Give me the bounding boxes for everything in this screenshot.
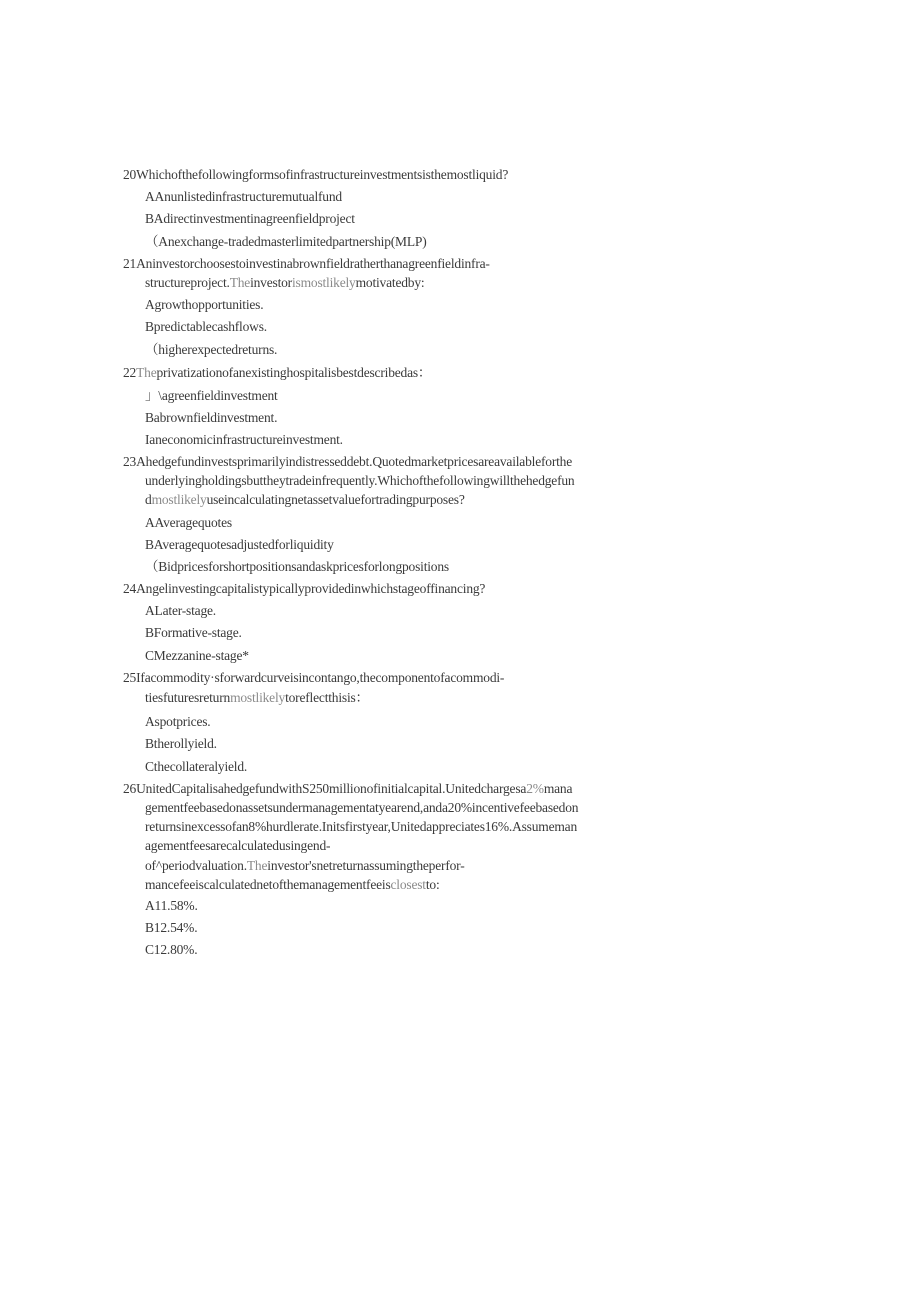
choice-a: Agrowthopportunities. [145, 297, 264, 312]
question-text-continued [145, 876, 440, 894]
question-20 [123, 166, 508, 184]
question-number: 20 [123, 167, 137, 182]
question-number: 22 [123, 365, 137, 380]
text-segment: The [246, 858, 268, 873]
choice-b: B12.54%. [145, 920, 198, 935]
text-segment: ismostlikely [291, 275, 356, 290]
choice-b: BAdirectinvestmentinagreenfieldproject [145, 211, 355, 226]
text-segment: useincalculatingnetassetvaluefortradingpurposes? [206, 492, 465, 507]
choice-a: Aspotprices. [145, 714, 211, 729]
text-segment: mostlikely [151, 492, 207, 507]
text-segment: mancefeeiscalculatednetofthemanagementfeeis [145, 877, 391, 892]
choice-c: （Anexchange-tradedmasterlimitedpartnership(MLP) [145, 234, 427, 249]
text-segment: mana [543, 781, 573, 796]
question-22 [123, 364, 431, 382]
question-text-continued: returnsinexcessofan8%hurdlerate.Initsfirstyear,Unitedappreciates16%.Assumeman [145, 819, 578, 834]
question-21 [123, 255, 490, 273]
question-text-continued: agementfeesarecalculatedusingend- [145, 838, 331, 853]
text-segment: 2% [526, 781, 544, 796]
choice-a: AAveragequotes [145, 515, 232, 530]
question-text: Ahedgefundinvestsprimarilyindistresseddebt.Quotedmarketpricesareavailableforthe [136, 454, 573, 469]
question-text: Aninvestorchoosestoinvestinabrownfieldratherthanagreenfieldinfra- [136, 256, 490, 271]
question-text-continued: underlyingholdingsbuttheytradeinfrequently.Whichofthefollowingwillthehedgefun [145, 473, 575, 488]
question-text-continued [145, 491, 465, 509]
choice-b: Bpredictablecashflows. [145, 319, 267, 334]
choice-a: ALater-stage. [145, 603, 216, 618]
question-text: Angelinvestingcapitalistypicallyprovidedinwhichstageoffinancing? [136, 581, 486, 596]
text-segment: investor [250, 275, 292, 290]
question-23 [123, 453, 572, 471]
choice-c: （higherexpectedreturns. [145, 342, 278, 357]
question-number: 23 [123, 454, 137, 469]
question-text: privatizationofanexistinghospitalisbestdescribedas： [156, 365, 432, 380]
text-segment: of^periodvaluation. [145, 858, 247, 873]
choice-b: Babrownfieldinvestment. [145, 410, 278, 425]
question-text-continued [145, 274, 424, 292]
question-text-continued: gementfeebasedonassetsundermanagementatyearend,anda20%incentivefeebasedon [145, 800, 579, 815]
question-text: UnitedCapitalisahedgefundwithS250millionofinitialcapital.Unitedchargesa [136, 781, 527, 796]
choice-c: CMezzanine-stage* [145, 648, 249, 663]
question-number: 24 [123, 581, 137, 596]
text-segment: closest [390, 877, 426, 892]
choice-c: （Bidpricesforshortpositionsandaskpricesforlongpositions [145, 559, 449, 574]
question-25 [123, 669, 504, 687]
text-segment: The [136, 365, 157, 380]
text-segment: to: [425, 877, 440, 892]
text-segment: motivatedby: [355, 275, 425, 290]
text-segment: mostlikely [230, 690, 286, 705]
choice-a: 」\agreenfieldinvestment [145, 388, 278, 403]
question-24 [123, 580, 485, 598]
question-number: 26 [123, 781, 137, 796]
text-segment: toreflectthisis： [285, 690, 369, 705]
text-segment: d [145, 492, 152, 507]
choice-a: A11.58%. [145, 898, 198, 913]
choice-c: Cthecollateralyield. [145, 759, 248, 774]
choice-b: Btherollyield. [145, 736, 217, 751]
text-segment: structureproject. [145, 275, 230, 290]
text-segment: investor'snetreturnassumingtheperfor- [267, 858, 465, 873]
question-text-continued [145, 857, 464, 875]
choice-c: Ianeconomicinfrastructureinvestment. [145, 432, 343, 447]
choice-b: BFormative-stage. [145, 625, 242, 640]
text-segment: tiesfuturesreturn [145, 690, 231, 705]
question-text: Ifacommodity·sforwardcurveisincontango,thecomponentofacommodi- [136, 670, 505, 685]
question-number: 21 [123, 256, 137, 271]
question-26 [123, 780, 572, 798]
text-segment: The [229, 275, 251, 290]
question-text-continued [145, 689, 369, 707]
choice-b: BAveragequotesadjustedforliquidity [145, 537, 334, 552]
choice-a: AAnunlistedinfrastructuremutualfund [145, 189, 342, 204]
question-number: 25 [123, 670, 137, 685]
question-text: Whichofthefollowingformsofinfrastructureinvestmentsisthemostliquid? [136, 167, 509, 182]
choice-c: C12.80%. [145, 942, 198, 957]
